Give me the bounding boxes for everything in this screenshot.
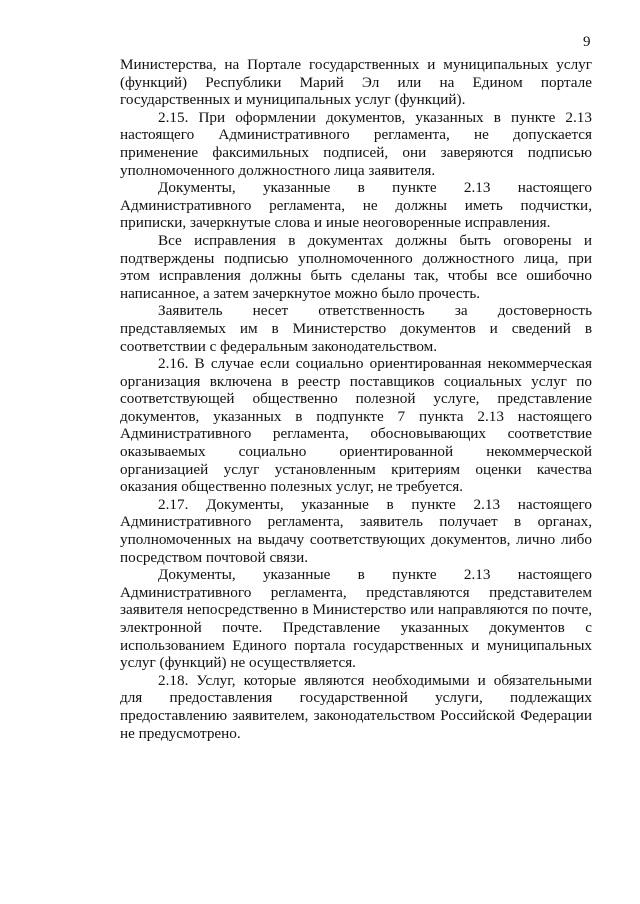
paragraph-applicant-responsibility: Заявитель несет ответственность за достоверность представляемых им в Министерство документов и сведений в соответствии с федеральным законодательством. — [120, 302, 592, 355]
paragraph-continuation: Министерства, на Портале государственных и муниципальных услуг (функций) Республики Марий Эл или на Едином портале государственных и муниципальных услуг (функций). — [120, 56, 592, 109]
paragraph-2-16: 2.16. В случае если социально ориентированная некоммерческая организация включена в реестр поставщиков социальных услуг по соответствующей общественно полезной услуге, представление документов, указанных в подпункте 7 пункта 2.13 настоящего Административного регламента, обосновывающих соответствие оказываемых социально ориентированной некоммерческой организацией услуг установленным критериям оценки качества оказания общественно полезных услуг, не требуется. — [120, 355, 592, 496]
paragraph-2-15: 2.15. При оформлении документов, указанных в пункте 2.13 настоящего Административного регламента, не допускается применение факсимильных подписей, они заверяются подписью уполномоченного должностного лица заявителя. — [120, 108, 592, 179]
paragraph-corrections-certified: Все исправления в документах должны быть оговорены и подтверждены подписью уполномоченного должностного лица, при этом исправления должны быть сделаны так, чтобы все ошибочно написанное, а затем зачеркнутое можно было прочесть. — [120, 231, 592, 302]
paragraph-documents-submission: Документы, указанные в пункте 2.13 настоящего Административного регламента, представляются представителем заявителя непосредственно в Министерство или направляются по почте, электронной почте. Представление указанных документов с использованием Единого портала государственных и муниципальных услуг (функций) не осуществляется. — [120, 566, 592, 672]
document-body — [120, 56, 592, 742]
paragraph-2-17: 2.17. Документы, указанные в пункте 2.13 настоящего Административного регламента, заявитель получает в органах, уполномоченных на выдачу соответствующих документов, лично либо посредством почтовой связи. — [120, 495, 592, 566]
paragraph-documents-no-corrections: Документы, указанные в пункте 2.13 настоящего Административного регламента, не должны иметь подчистки, приписки, зачеркнутые слова и иные неоговоренные исправления. — [120, 179, 592, 232]
page-number: 9 — [583, 34, 591, 50]
paragraph-2-18: 2.18. Услуг, которые являются необходимыми и обязательными для предоставления государственной услуги, подлежащих предоставлению заявителем, законодательством Российской Федерации не предусмотрено. — [120, 671, 592, 742]
